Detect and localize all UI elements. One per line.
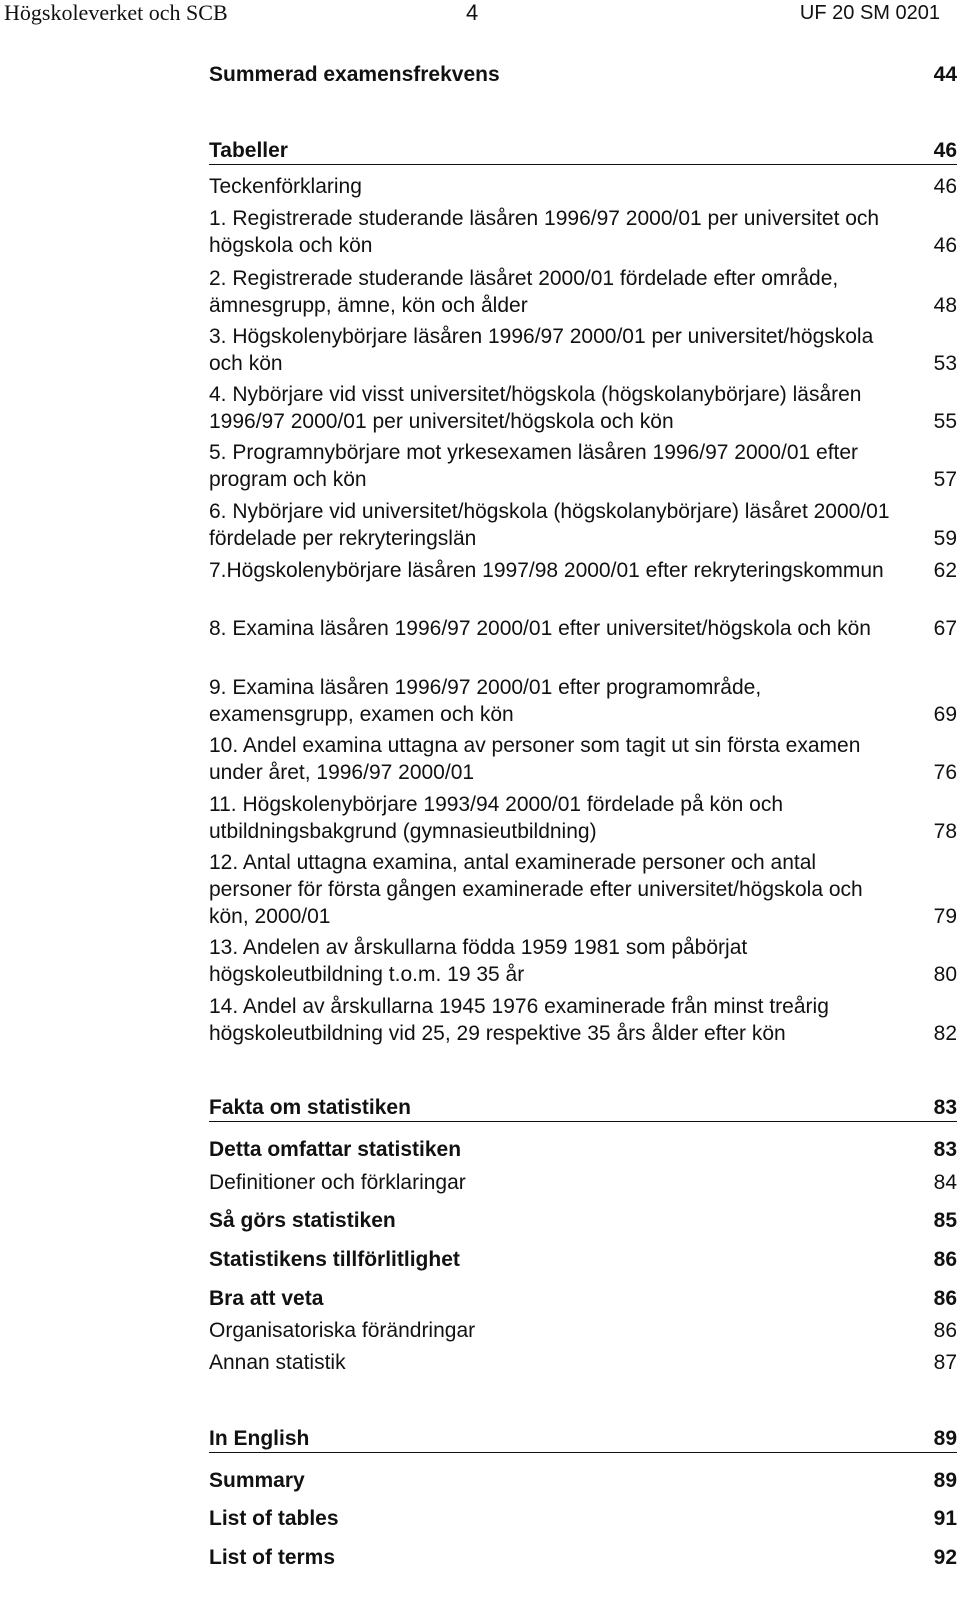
toc-entry-page: 46 — [933, 175, 957, 198]
toc-entry-title: In English — [209, 1427, 310, 1450]
toc-entry[interactable] — [209, 381, 957, 435]
toc-entry-title: 10. Andel examina uttagna av personer som tagit ut sin första examen under året, 1996/97 2000/01 — [209, 734, 861, 784]
toc-entry[interactable] — [209, 615, 957, 642]
toc-entry-page: 78 — [933, 820, 957, 843]
toc-entry-page: 89 — [933, 1427, 957, 1450]
toc-entry-title: 8. Examina läsåren 1996/97 2000/01 efter universitet/högskola och kön — [209, 617, 871, 640]
toc-entry[interactable] — [209, 732, 957, 786]
toc-entry-page: 62 — [933, 559, 957, 582]
toc-entry[interactable] — [209, 323, 957, 377]
toc-entry-page: 84 — [933, 1171, 957, 1194]
toc-entry-title: Teckenförklaring — [209, 175, 362, 198]
toc-entry[interactable] — [209, 934, 957, 988]
toc-entry[interactable] — [209, 1136, 957, 1163]
toc-entry-title: Organisatoriska förändringar — [209, 1319, 476, 1342]
toc-entry[interactable] — [209, 1207, 957, 1234]
toc-entry[interactable] — [209, 1246, 957, 1273]
toc-entry-title: Statistikens tillförlitlighet — [209, 1248, 460, 1271]
toc-entry-title: List of terms — [209, 1546, 336, 1569]
toc-entry-title: List of tables — [209, 1507, 339, 1530]
toc-entry[interactable] — [209, 439, 957, 493]
toc-entry-title: 12. Antal uttagna examina, antal examinerade personer och antal personer för första gången examinerade efter universitet/högskola och kön, 2000/01 — [209, 851, 863, 928]
toc-section-tabeller[interactable] — [209, 137, 957, 165]
toc-entry-page: 55 — [933, 410, 957, 433]
toc-entry[interactable] — [209, 173, 957, 200]
toc-entry-page: 86 — [933, 1287, 957, 1310]
toc-entry-page: 76 — [933, 761, 957, 784]
toc-entry-page: 67 — [933, 617, 957, 640]
toc-entry-page: 48 — [933, 294, 957, 317]
toc-entry-page: 57 — [933, 468, 957, 491]
toc-entry-page: 87 — [933, 1351, 957, 1374]
toc-entry-page: 82 — [933, 1022, 957, 1045]
report-code: UF 20 SM 0201 — [799, 2, 940, 24]
toc-entry-page: 79 — [933, 905, 957, 928]
toc-entry[interactable] — [209, 1317, 957, 1344]
toc-entry[interactable] — [209, 1285, 957, 1312]
page-number: 4 — [466, 0, 479, 25]
header-publisher: Högskoleverket och SCB — [4, 0, 228, 25]
toc-entry-page: 46 — [933, 139, 957, 162]
toc-entry[interactable] — [209, 993, 957, 1047]
toc-entry-title: Annan statistik — [209, 1351, 346, 1374]
toc-section-in-english[interactable] — [209, 1425, 957, 1453]
toc-entry-page: 89 — [933, 1469, 957, 1492]
toc-entry-page: 91 — [933, 1507, 957, 1530]
toc-entry[interactable] — [209, 1467, 957, 1494]
toc-entry-summerad-examensfrekvens[interactable] — [209, 61, 957, 88]
toc-entry-page: 46 — [933, 234, 957, 257]
toc-entry-title: 4. Nybörjare vid visst universitet/högskola (högskolanybörjare) läsåren 1996/97 2000/01 per universitet/högskola och kön — [209, 383, 862, 433]
toc-entry-page: 86 — [933, 1319, 957, 1342]
toc-entry-page: 92 — [933, 1546, 957, 1569]
toc-entry-title: 1. Registrerade studerande läsåren 1996/97 2000/01 per universitet och högskola och kön — [209, 207, 880, 257]
toc-entry-title: 6. Nybörjare vid universitet/högskola (högskolanybörjare) läsåret 2000/01 fördelade per rekryteringslän — [209, 500, 890, 550]
toc-entry[interactable] — [209, 1544, 957, 1571]
toc-entry-page: 69 — [933, 703, 957, 726]
toc-entry[interactable] — [209, 1349, 957, 1376]
toc-entry[interactable] — [209, 205, 957, 259]
toc-entry-title: Fakta om statistiken — [209, 1096, 411, 1119]
toc-section-fakta-om-statistiken[interactable] — [209, 1094, 957, 1122]
toc-entry-page: 80 — [933, 963, 957, 986]
toc-entry-title: 2. Registrerade studerande läsåret 2000/01 fördelade efter område, ämnesgrupp, ämne, kön och ålder — [209, 267, 839, 317]
toc-entry-title: Tabeller — [209, 139, 288, 162]
toc-entry-title: 5. Programnybörjare mot yrkesexamen läsåren 1996/97 2000/01 efter program och kön — [209, 441, 859, 491]
toc-entry[interactable] — [209, 1505, 957, 1532]
page-header — [0, 0, 960, 30]
toc-entry-title: 9. Examina läsåren 1996/97 2000/01 efter programområde, examensgrupp, examen och kön — [209, 676, 762, 726]
toc-entry[interactable] — [209, 674, 957, 728]
toc-entry[interactable] — [209, 849, 957, 930]
toc-entry-page: 53 — [933, 352, 957, 375]
toc-entry[interactable] — [209, 1169, 957, 1196]
toc-entry-title: 3. Högskolenybörjare läsåren 1996/97 2000/01 per universitet/högskola och kön — [209, 325, 874, 375]
toc-entry-title: Detta omfattar statistiken — [209, 1138, 462, 1161]
toc-entry-page: 44 — [933, 63, 957, 86]
toc-entry[interactable] — [209, 265, 957, 319]
toc-entry[interactable] — [209, 557, 957, 584]
toc-entry[interactable] — [209, 498, 957, 552]
toc-entry-page: 83 — [933, 1096, 957, 1119]
toc-entry-title: 14. Andel av årskullarna 1945 1976 examinerade från minst treårig högskoleutbildning vid 25, 29 respektive 35 års ålder efter kön — [209, 995, 829, 1045]
toc-entry-title: 7.Högskolenybörjare läsåren 1997/98 2000/01 efter rekryteringskommun — [209, 559, 884, 582]
toc-entry-title: 13. Andelen av årskullarna födda 1959 1981 som påbörjat högskoleutbildning t.o.m. 19 35 år — [209, 936, 748, 986]
toc-entry-page: 59 — [933, 527, 957, 550]
toc-entry-page: 85 — [933, 1209, 957, 1232]
toc-entry-title: Så görs statistiken — [209, 1209, 396, 1232]
toc-entry-title: Definitioner och förklaringar — [209, 1171, 466, 1194]
toc-entry-title: Summary — [209, 1469, 305, 1492]
toc-entry-page: 86 — [933, 1248, 957, 1271]
toc-entry-page: 83 — [933, 1138, 957, 1161]
toc-entry-title: 11. Högskolenybörjare 1993/94 2000/01 fördelade på kön och utbildningsbakgrund (gymnasieutbildning) — [209, 793, 784, 843]
toc-entry-title: Bra att veta — [209, 1287, 324, 1310]
toc-entry-title: Summerad examensfrekvens — [209, 63, 500, 86]
toc-entry[interactable] — [209, 791, 957, 845]
